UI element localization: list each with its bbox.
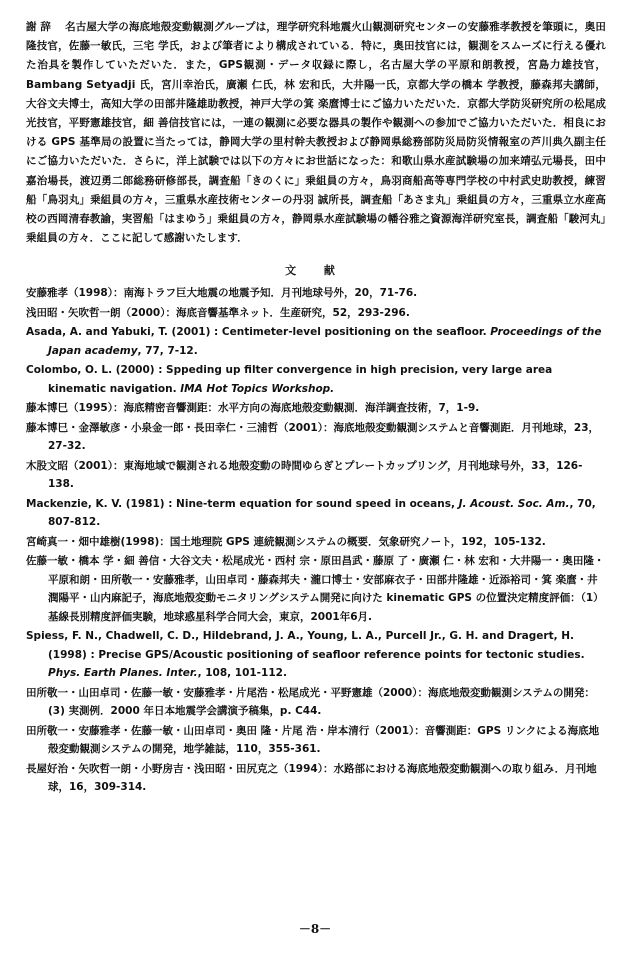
reference-item	[26, 533, 606, 552]
acknowledgement-heading: 謝 辞	[26, 21, 52, 33]
reference-text: 佐藤一敏・橋本 学・細 善信・大谷文夫・松尾成光・西村 宗・原田昌武・藤原 了・廣瀬 仁・林 宏和・大井陽一・奥田隆・平原和朗・田所敬一・安藤雅孝，山田卓司・藤森邦夫・瀧口博士・安部麻衣子・田部井隆雄・近添裕司・箕 楽麿・井潤陽平・山内麻記子，海底地殻変動モニタリングシステム開発に向けた kinematic GPS の位置決定精度評価：（1） 基線長別精度評価実験，地球惑星科学合同大会，東京，2001年6月.	[26, 555, 605, 623]
acknowledgement-text: 名古屋大学の海底地殻変動観測グループは，理学研究科地震火山観測研究センターの安藤雅孝教授を筆頭に，奥田 隆技官，佐藤一敏氏，三宅 学氏，および筆者により構成されている．特に，奥田技官には，観測をスムーズに行える優れた治具を製作していただいた．また，GPS観測・データ収録に際し，名古屋大学の平原和朗教授，宮島力雄技官，Bambang Setyadji 氏，宮川幸治氏，廣瀬 仁氏，林 宏和氏，大井陽一氏，京都大学の橋本 学教授，藤森邦夫講師，大谷文夫博士，高知大学の田部井隆雄助教授，神戸大学の箕 楽麿博士にご協力いただいた．京都大学防災研究所の松尾成光技官，平野憲雄技官，細 善信技官には，一連の観測に必要な器具の製作や観測への参加でご協力いただいた．相良における GPS 基準局の設置に当たっては，静岡大学の里村幹夫教授および静岡県総務部防災局防災情報室の芦川典久副主任にご協力いただいた．さらに，洋上試験では以下の方々にお世話になった：和歌山県水産試験場の加来靖弘元場長，田中嘉治場長，渡辺勇二郎総務研修部長，調査船「きのくに」乗組員の方々，鳥羽商船高等専門学校の中村武史助教授，練習船「鳥羽丸」乗組員の方々，三重県水産技術センターの丹羽 誠所長，調査船「あさま丸」乗組員の方々，三重県立水産高校の西岡清春教諭，実習船「はまゆう」乗組員の方々，静岡県水産試験場の幡谷雅之資源海洋研究室長，調査船「駿河丸」乗組員の方々．ここに記して感謝いたします．	[26, 21, 606, 245]
reference-item	[26, 495, 606, 532]
acknowledgement-paragraph	[26, 18, 606, 248]
reference-volume: , 77, 7-12.	[137, 344, 198, 357]
reference-text: Colombo, O. L. (2000) : Sppeding up filter convergence in high precision, very large area kinematic navigation.	[26, 364, 553, 395]
reference-item	[26, 399, 606, 418]
reference-text: 安藤雅孝（1998）：南海トラフ巨大地震の地震予知．月刊地球号外，20，71-76.	[26, 287, 418, 300]
reference-item	[26, 361, 606, 398]
reference-text: 宮崎真一・畑中雄樹(1998)：国土地理院 GPS 連続観測システムの概要．気象研究ノート，192，105-132.	[26, 535, 546, 548]
reference-item	[26, 684, 606, 721]
reference-item	[26, 627, 606, 683]
reference-text: 長屋好治・矢吹哲一朗・小野房吉・浅田昭・田尻克之（1994）：水路部における海底地殻変動観測への取り組み．月刊地球，16，309-314.	[26, 762, 597, 794]
reference-text: 藤本博巳（1995）：海底精密音響測距：水平方向の海底地殻変動観測．海洋調査技術，7，1-9.	[26, 402, 480, 415]
reference-text: 田所敬一・山田卓司・佐藤一敏・安藤雅孝・片尾浩・松尾成光・平野憲雄（2000）：海底地殻変動観測システムの開発：(3) 実測例．2000 年日本地震学会講演予稿集，p. C44.	[26, 686, 595, 718]
reference-journal: J. Acoust. Soc. Am.	[458, 497, 570, 510]
references-title: 文 献	[285, 264, 347, 278]
reference-journal: IMA Hot Topics Workshop.	[180, 382, 335, 395]
reference-item	[26, 722, 606, 759]
reference-item	[26, 552, 606, 626]
reference-text: 浅田昭・矢吹哲一朗（2000）：海底音響基準ネット．生産研究，52，293-296.	[26, 306, 410, 319]
page-number: －8－	[298, 922, 332, 936]
reference-item	[26, 304, 606, 323]
reference-volume: , 70, 807-812.	[48, 497, 596, 529]
reference-text: Mackenzie, K. V. (1981) : Nine-term equation for sound speed in oceans,	[26, 497, 459, 510]
references-list	[26, 284, 606, 797]
reference-text: 田所敬一・安藤雅孝・佐藤一敏・山田卓司・奥田 隆・片尾 浩・岸本清行（2001）：音響測距：GPS リンクによる海底地殻変動観測システムの開発，地学雑誌，110，355-361.	[26, 724, 600, 756]
reference-item	[26, 760, 606, 797]
reference-journal: Proceedings of the Japan academy	[48, 326, 602, 357]
reference-text: Asada, A. and Yabuki, T. (2001) : Centimeter-level positioning on the seafloor.	[26, 326, 491, 339]
page-content	[26, 18, 606, 798]
reference-text: 藤本博巳・金澤敏彦・小泉金一郎・長田幸仁・三浦哲（2001）：海底地殻変動観測システムと音響測距．月刊地球，23，27-32.	[26, 421, 600, 453]
reference-item	[26, 419, 606, 456]
reference-volume: , 108, 101-112.	[197, 667, 287, 680]
reference-text: 木股文昭（2001）：東海地域で観測される地殻変動の時間ゆらぎとプレートカップリング，月刊地球号外，33，126-138.	[26, 459, 583, 491]
reference-item	[26, 284, 606, 303]
reference-journal: Phys. Earth Planes. Inter.	[48, 667, 198, 680]
reference-item	[26, 323, 606, 360]
reference-text: Spiess, F. N., Chadwell, C. D., Hildebrand, J. A., Young, L. A., Purcell Jr., G. H. and Dragert, H. (1998) : Precise GPS/Acoustic positioning of seafloor reference points for tectonic studies.	[26, 630, 585, 661]
reference-item	[26, 457, 606, 494]
